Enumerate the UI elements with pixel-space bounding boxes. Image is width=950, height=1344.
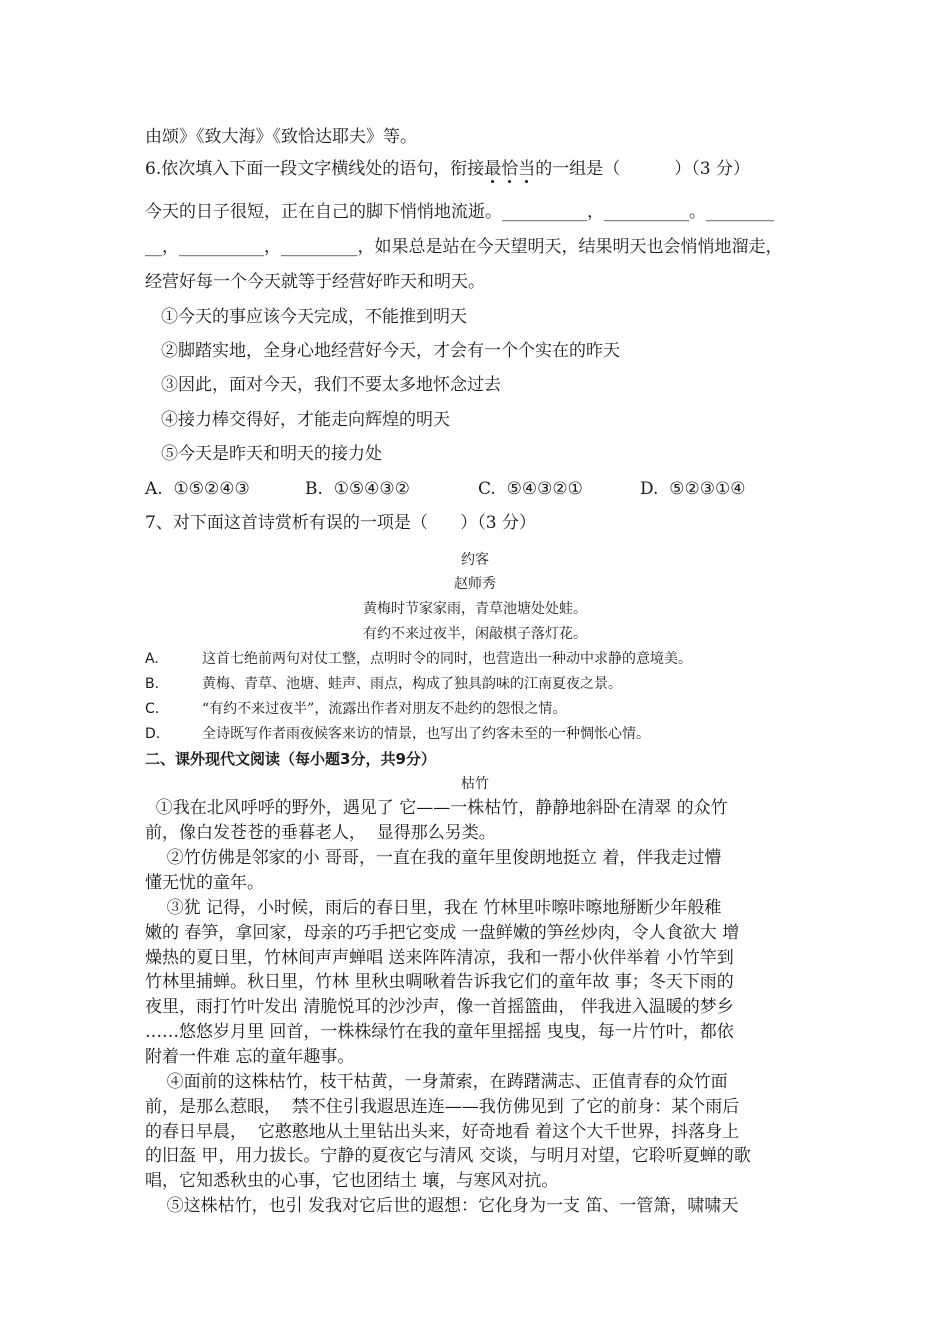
essay-line: 嫩的 春笋，拿回家，母亲的巧手把它变成 一盘鲜嫩的笋丝炒肉，令人食欲大 增	[145, 923, 740, 943]
essay-line: ③犹 记得，小时候，雨后的春日里，我在 竹林里咔嚓咔嚓地掰断少年般稚	[145, 898, 722, 918]
option-text: “有约不来过夜半”，流露出作者对朋友不赴约的怨恨之情。	[202, 701, 567, 717]
option-text: 这首七绝前两句对仗工整，点明时令的同时，也营造出一种动中求静的意境美。	[202, 651, 692, 667]
option-label: C.	[145, 701, 160, 717]
q6-passage-line: 经营好每一个今天就等于经营好昨天和明天。	[145, 272, 485, 292]
q6-stem-post: 的一组是（ ）（3 分）	[535, 159, 750, 179]
q7-option-c	[145, 699, 566, 719]
q6-item: ④接力棒交得好，才能走向辉煌的明天	[161, 410, 450, 430]
poem-line: 黄梅时节家家雨，青草池塘处处蛙。	[363, 601, 587, 617]
poem-author: 赵师秀	[454, 576, 496, 592]
essay-line: 唱，它知悉秋虫的心事，它也团结土 壤，与寒风对抗。	[145, 1171, 559, 1191]
essay-line: ①我在北风呼呼的野外，遇见了 它——一株枯竹，静静地斜卧在清翠 的众竹	[145, 798, 728, 818]
essay-line: ⑤这株枯竹，也引 发我对它后世的遐想：它化身为一支 笛、一管箫，啸啸天	[145, 1196, 739, 1216]
essay-line: 前，是那么惹眼， 禁不住引我遐思连连——我仿佛见到 了它的前身：某个雨后	[145, 1097, 740, 1117]
q7-option-b	[145, 674, 622, 694]
option-label: D.	[145, 726, 161, 742]
q6-option-b: B. ①⑤④③②	[305, 479, 410, 499]
essay-line: 的春日早晨， 它憨憨地从土里钻出头来，好奇地看 着这个大千世界，抖落身上	[145, 1122, 740, 1142]
option-label: B.	[145, 676, 160, 692]
q7-option-d	[145, 724, 650, 744]
essay-line: 附着一件难 忘的童年趣事。	[145, 1047, 355, 1067]
q6-option-d: D. ⑤②③①④	[640, 479, 746, 499]
essay-line: 的旧盔 甲，用力拔长。宁静的夏夜它与清风 交谈，与明月对望，它聆听夏蝉的歌	[145, 1146, 751, 1166]
q6-item: ①今天的事应该今天完成，不能推到明天	[161, 307, 467, 327]
essay-title: 枯竹	[461, 776, 489, 792]
option-text: 全诗既写作者雨夜候客来访的情景，也写出了约客未至的一种惆怅心情。	[202, 726, 650, 742]
q6-item: ②脚踏实地，全身心地经营好今天，才会有一个个实在的昨天	[161, 341, 620, 361]
q6-emphasis-char: 最	[484, 159, 502, 179]
essay-line: ④面前的这株枯竹，枝干枯黄，一身萧索，在踌躇满志、正值青春的众竹面	[145, 1072, 728, 1092]
question-6-stem	[145, 159, 750, 179]
q6-emphasis-char: 当	[518, 159, 536, 179]
essay-line: 懂无忧的童年。	[145, 873, 264, 893]
option-label: A.	[145, 651, 159, 667]
q6-option-a: A. ①⑤②④③	[145, 479, 250, 499]
essay-line: 夜里，雨打竹叶发出 清脆悦耳的沙沙声，像一首摇篮曲， 伴我进入温暖的梦乡	[145, 997, 734, 1017]
poem-title: 约客	[461, 552, 489, 568]
section-2-heading: 二、课外现代文阅读（每小题3分，共9分）	[145, 750, 436, 768]
q6-option-c: C. ⑤④③②①	[478, 479, 583, 499]
q6-stem-pre: 6.依次填入下面一段文字横线处的语句，衔接	[145, 159, 485, 179]
q6-item: ⑤今天是昨天和明天的接力处	[161, 444, 382, 464]
question-7-stem: 7、对下面这首诗赏析有误的一项是（ ）（3 分）	[145, 513, 536, 533]
q6-passage-line: 今天的日子很短，正在自己的脚下悄悄地流逝。__________，__________。________	[145, 202, 774, 222]
q6-item: ③因此，面对今天，我们不要太多地怀念过去	[161, 375, 501, 395]
q6-passage-line: __，__________，_________，如果总是站在今天望明天，结果明天也会悄悄地溜走，	[145, 237, 783, 257]
essay-line: ……悠悠岁月里 回首，一株株绿竹在我的童年里摇摇 曳曳，每一片竹叶，都依	[145, 1022, 734, 1042]
essay-line: 竹林里捕蝉。秋日里，竹林 里秋虫啁啾着告诉我它们的童年故 事；冬天下雨的	[145, 972, 734, 992]
essay-line: ②竹仿佛是邻家的小 哥哥，一直在我的童年里俊朗地挺立 着，伴我走过懵	[145, 848, 722, 868]
option-text: 黄梅、青草、池塘、蛙声、雨点，构成了独具韵味的江南夏夜之景。	[202, 676, 622, 692]
q6-emphasis-char: 恰	[501, 159, 519, 179]
q7-option-a	[145, 649, 692, 669]
intro-tail-line: 由颂》《致大海》《致恰达耶夫》等。	[145, 127, 417, 147]
poem-line: 有约不来过夜半，闲敲棋子落灯花。	[363, 626, 587, 642]
essay-line: 前，像白发苍苍的垂暮老人， 显得那么另类。	[145, 823, 496, 843]
essay-line: 燥热的夏日里，竹林间声声蝉唱 送来阵阵清凉，我和一帮小伙伴举着 小竹竿到	[145, 948, 734, 968]
